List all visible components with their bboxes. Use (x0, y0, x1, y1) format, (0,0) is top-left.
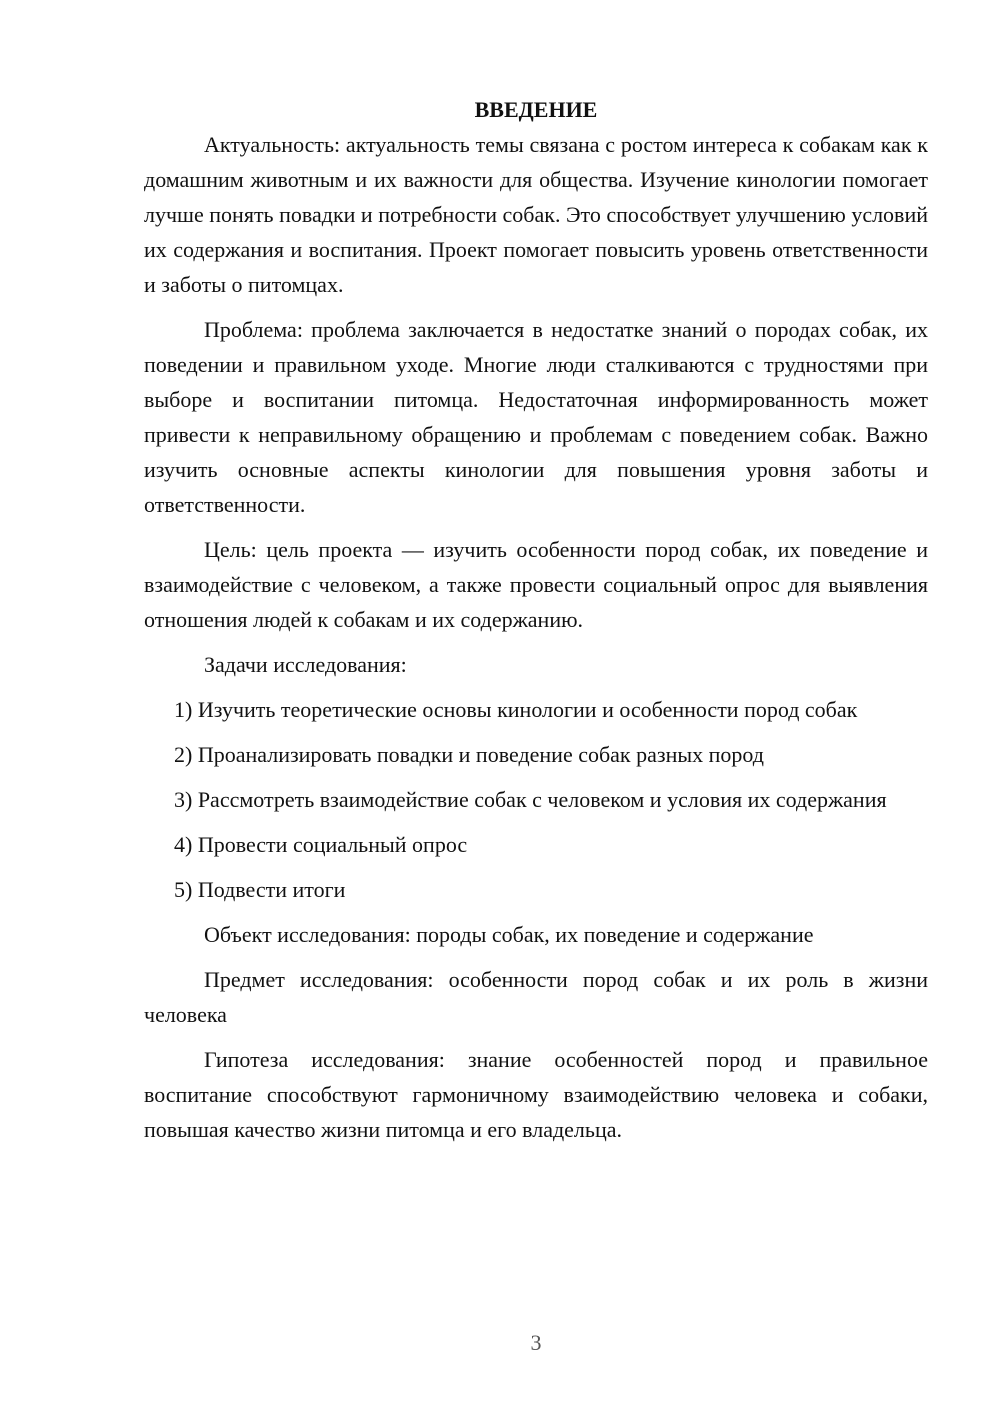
paragraph-relevance: Актуальность: актуальность темы связана с ростом интереса к собакам как к домашним животным и их важности для общества. Изучение кинологии помогает лучше понять повадки и потребности собак. Это способствует улучшению условий их содержания и воспитания. Проект помогает повысить уровень ответственности и заботы о питомцах. (144, 132, 928, 297)
task-item-2: 2) Проанализировать повадки и поведение собак разных пород (174, 742, 764, 767)
paragraph-tasks-heading: Задачи исследования: (204, 652, 407, 677)
paragraph-subject: Предмет исследования: особенности пород собак и их роль в жизни человека (144, 967, 928, 1027)
paragraph-hypothesis: Гипотеза исследования: знание особенностей пород и правильное воспитание способствуют гармоничному взаимодействию человека и собаки, повышая качество жизни питомца и его владельца. (144, 1047, 928, 1142)
paragraph-goal: Цель: цель проекта — изучить особенности пород собак, их поведение и взаимодействие с человеком, а также провести социальный опрос для выявления отношения людей к собакам и их содержанию. (144, 537, 928, 632)
paragraph-problem: Проблема: проблема заключается в недостатке знаний о породах собак, их поведении и правильном уходе. Многие люди сталкиваются с трудностями при выборе и воспитании питомца. Недостаточная информированность может привести к неправильному обращению и проблемам с поведением собак. Важно изучить основные аспекты кинологии для повышения уровня заботы и ответственности. (144, 317, 928, 517)
page-number: 3 (530, 1330, 542, 1355)
section-title: ВВЕДЕНИЕ (474, 97, 598, 122)
document-page (144, 92, 928, 1147)
task-item-5: 5) Подвести итоги (174, 877, 346, 902)
task-item-1: 1) Изучить теоретические основы кинологии и особенности пород собак (174, 697, 858, 722)
paragraph-object: Объект исследования: породы собак, их поведение и содержание (204, 922, 814, 947)
task-item-4: 4) Провести социальный опрос (174, 832, 468, 857)
task-item-3: 3) Рассмотреть взаимодействие собак с человеком и условия их содержания (174, 787, 887, 812)
